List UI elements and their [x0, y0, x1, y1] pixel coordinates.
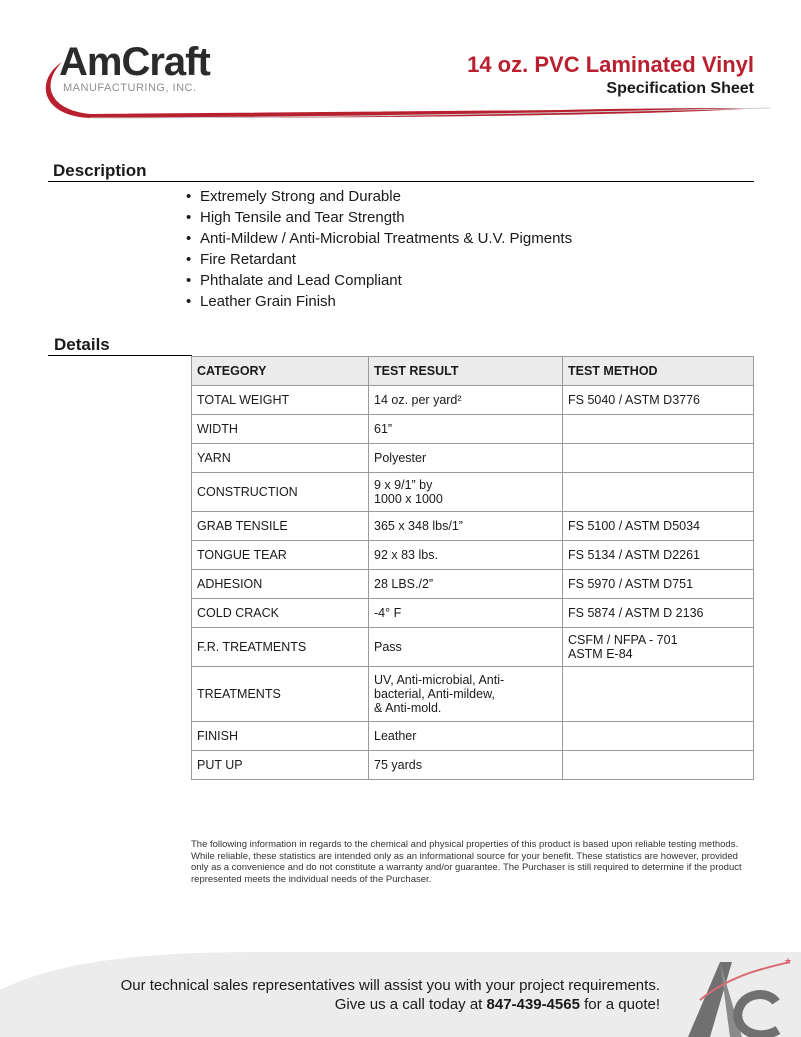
- row-category: YARN: [192, 444, 369, 473]
- row-method: [563, 444, 754, 473]
- row-result: -4° F: [369, 599, 563, 628]
- feature-item: • Phthalate and Lead Compliant: [186, 270, 572, 291]
- row-category: F.R. TREATMENTS: [192, 628, 369, 667]
- table-row: [192, 473, 754, 512]
- spec-table: [191, 356, 754, 780]
- row-category: CONSTRUCTION: [192, 473, 369, 512]
- row-method: [563, 722, 754, 751]
- logo-subtitle: MANUFACTURING, INC.: [63, 82, 197, 94]
- document-subtitle: Specification Sheet: [606, 80, 754, 97]
- feature-list: [186, 186, 572, 312]
- logo-wordmark: AmCraft: [59, 40, 210, 84]
- row-result: 14 oz. per yard²: [369, 386, 563, 415]
- column-header: CATEGORY: [192, 357, 369, 386]
- row-result: Pass: [369, 628, 563, 667]
- description-rule: [48, 181, 754, 182]
- row-method: CSFM / NFPA - 701 ASTM E-84: [563, 628, 754, 667]
- svg-text:★: ★: [784, 957, 793, 967]
- row-method: [563, 415, 754, 444]
- table-row: [192, 415, 754, 444]
- row-category: TOTAL WEIGHT: [192, 386, 369, 415]
- table-row: [192, 444, 754, 473]
- footer-call-to-action: [335, 996, 660, 1013]
- row-result: 92 x 83 lbs.: [369, 541, 563, 570]
- amcraft-logo: [45, 38, 245, 118]
- row-result: UV, Anti-microbial, Anti- bacterial, Anti-mildew, & Anti-mold.: [369, 667, 563, 722]
- disclaimer-text: The following information in regards to the chemical and physical properties of this product is based upon reliable testing methods. While reliable, these statistics are intended only as an informational source for your benefit. These statistics are however, provided only as a convenience and do not constitute a warranty and/or guarantee. The Purchaser is still required to determine if the product represented meets the individual needs of the Purchaser.: [191, 839, 742, 885]
- table-row: [192, 599, 754, 628]
- feature-item: • Extremely Strong and Durable: [186, 186, 572, 207]
- row-category: ADHESION: [192, 570, 369, 599]
- product-title: 14 oz. PVC Laminated Vinyl: [467, 52, 754, 77]
- page-header: [0, 0, 801, 130]
- row-method: FS 5134 / ASTM D2261: [563, 541, 754, 570]
- row-method: FS 5100 / ASTM D5034: [563, 512, 754, 541]
- row-category: PUT UP: [192, 751, 369, 780]
- footer-cta-prefix: Give us a call today at: [334, 996, 487, 1013]
- feature-item: • Leather Grain Finish: [186, 291, 572, 312]
- row-method: [563, 473, 754, 512]
- row-category: WIDTH: [192, 415, 369, 444]
- table-row: [192, 751, 754, 780]
- row-category: COLD CRACK: [192, 599, 369, 628]
- table-row: [192, 512, 754, 541]
- row-result: 75 yards: [369, 751, 563, 780]
- row-result: 28 LBS./2”: [369, 570, 563, 599]
- column-header: TEST RESULT: [369, 357, 563, 386]
- table-row: [192, 570, 754, 599]
- row-category: GRAB TENSILE: [192, 512, 369, 541]
- description-heading: Description: [53, 161, 147, 180]
- footer-tagline: Our technical sales representatives will assist you with your project requirements.: [120, 977, 660, 994]
- row-result: 61”: [369, 415, 563, 444]
- footer-cta-suffix: for a quote!: [579, 996, 660, 1013]
- table-row: [192, 541, 754, 570]
- table-row: [192, 722, 754, 751]
- column-header: TEST METHOD: [563, 357, 754, 386]
- row-method: FS 5040 / ASTM D3776: [563, 386, 754, 415]
- row-result: 9 x 9/1” by 1000 x 1000: [369, 473, 563, 512]
- table-row: [192, 667, 754, 722]
- row-category: TONGUE TEAR: [192, 541, 369, 570]
- row-method: FS 5970 / ASTM D751: [563, 570, 754, 599]
- table-row: [192, 386, 754, 415]
- row-result: 365 x 348 lbs/1”: [369, 512, 563, 541]
- row-method: [563, 751, 754, 780]
- row-category: TREATMENTS: [192, 667, 369, 722]
- feature-item: • Fire Retardant: [186, 249, 572, 270]
- row-method: [563, 667, 754, 722]
- phone-number[interactable]: 847-439-4565: [486, 996, 580, 1013]
- table-row: [192, 628, 754, 667]
- row-category: FINISH: [192, 722, 369, 751]
- row-method: FS 5874 / ASTM D 2136: [563, 599, 754, 628]
- row-result: Leather: [369, 722, 563, 751]
- row-result: Polyester: [369, 444, 563, 473]
- details-rule: [48, 355, 192, 356]
- feature-item: • High Tensile and Tear Strength: [186, 207, 572, 228]
- table-header-row: [192, 357, 754, 386]
- feature-item: • Anti-Mildew / Anti-Microbial Treatments & U.V. Pigments: [186, 228, 572, 249]
- details-heading: Details: [54, 335, 110, 354]
- ac-monogram-logo: [680, 950, 801, 1037]
